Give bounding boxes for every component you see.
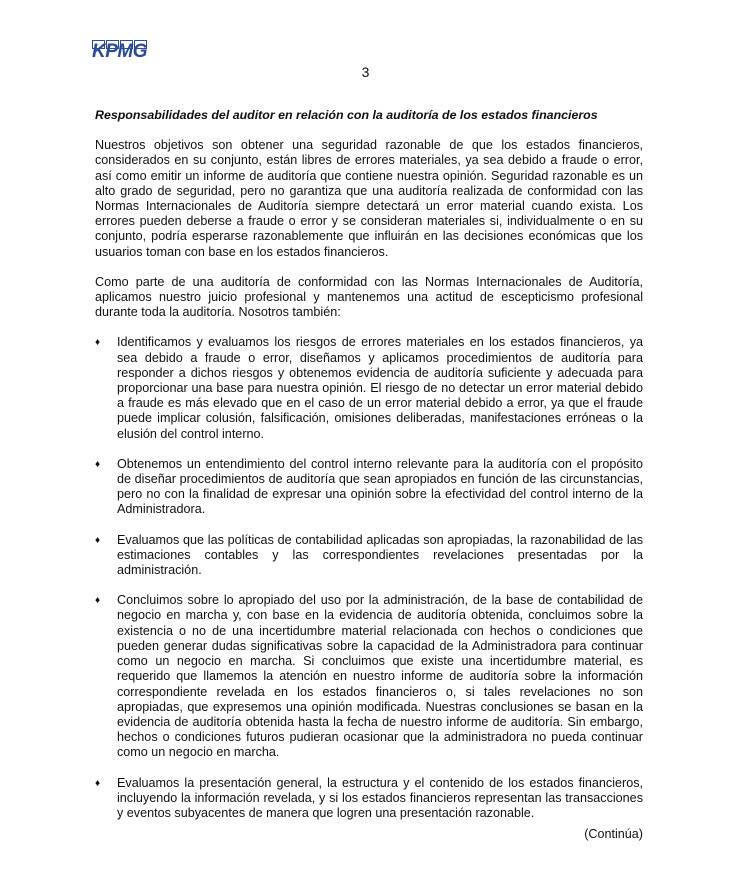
diamond-bullet-icon: ♦	[95, 534, 101, 546]
diamond-bullet-icon: ♦	[95, 458, 101, 470]
list-item	[95, 776, 643, 822]
bullet-list	[95, 335, 643, 821]
list-item	[95, 335, 643, 441]
list-item-text: Concluimos sobre lo apropiado del uso por la administración, de la base de contabilidad de negocio en marcha y, con base en la evidencia de auditoría obtenida, concluimos sobre la existencia o no de una incertidumbre material relacionada con hechos o condiciones que pueden generar dudas significativas sobre la capacidad de la Administradora para continuar como un negocio en marcha. Si concluimos que existe una incertidumbre material, es requerido que llamemos la atención en nuestro informe de auditoría sobre la información correspondiente revelada en los estados financieros o, si tales revelaciones no son apropiadas, que expresemos una opinión modificada. Nuestras conclusiones se basan en la evidencia de auditoría obtenida hasta la fecha de nuestro informe de auditoría. Sin embargo, hechos o condiciones futuros pudieran ocasionar que la administradora no pueda continuar como un negocio en marcha.	[117, 593, 643, 760]
section-heading: Responsabilidades del auditor en relación con la auditoría de los estados financieros	[95, 108, 598, 122]
list-item	[95, 533, 643, 579]
list-item-text: Evaluamos la presentación general, la estructura y el contenido de los estados financieros, incluyendo la información revelada, y si los estados financieros representan las transacciones y eventos subyacentes de manera que logren una presentación razonable.	[117, 775, 643, 820]
continuation-note: (Continúa)	[584, 827, 643, 841]
document-body	[95, 108, 643, 836]
kpmg-logo	[92, 36, 156, 62]
diamond-bullet-icon: ♦	[95, 337, 101, 349]
paragraph: Como parte de una auditoría de conformidad con las Normas Internacionales de Auditoría, aplicamos nuestro juicio profesional y mantenemos una actitud de escepticismo profesional durante toda la auditoría. Nosotros también:	[95, 274, 643, 320]
list-item-text: Identificamos y evaluamos los riesgos de errores materiales en los estados financieros, ya sea debido a fraude o error, diseñamos y aplicamos procedimientos de auditoría para responder a dichos riesgos y obtenemos evidencia de auditoría suficiente y adecuada para proporcionar una base para nuestra opinión. El riesgo de no detectar un error material debido a fraude es más elevado que en el caso de un error material debido a error, ya que el fraude puede implicar colusión, falsificación, omisiones deliberadas, manifestaciones erróneas o la elusión del control interno.	[117, 335, 643, 441]
diamond-bullet-icon: ♦	[95, 777, 101, 789]
paragraph: Nuestros objetivos son obtener una seguridad razonable de que los estados financieros, considerados en su conjunto, están libres de errores materiales, ya sea debido a fraude o error, así como emitir un informe de auditoría que contiene nuestra opinión. Seguridad razonable es un alto grado de seguridad, pero no garantiza que una auditoría realizada de conformidad con las Normas Internacionales de Auditoría siempre detectará un error material cuando exista. Los errores pueden deberse a fraude o error y se consideran materiales si, individualmente o en su conjunto, podría esperarse razonablemente que influirán en las decisiones económicas que los usuarios toman con base en los estados financieros.	[95, 138, 643, 259]
list-item	[95, 593, 643, 760]
list-item-text: Evaluamos que las políticas de contabilidad aplicadas son apropiadas, la razonabilidad de las estimaciones contables y las correspondientes revelaciones presentadas por la administración.	[117, 532, 643, 578]
list-item	[95, 457, 643, 518]
logo-text: KPMG	[92, 41, 147, 62]
list-item-text: Obtenemos un entendimiento del control interno relevante para la auditoría con el propósito de diseñar procedimientos de auditoría que sean apropiados en función de las circunstancias, pero no con la finalidad de expresar una opinión sobre la efectividad del control interno de la Administradora.	[117, 456, 643, 517]
diamond-bullet-icon: ♦	[95, 595, 101, 607]
page-number: 3	[361, 64, 370, 80]
